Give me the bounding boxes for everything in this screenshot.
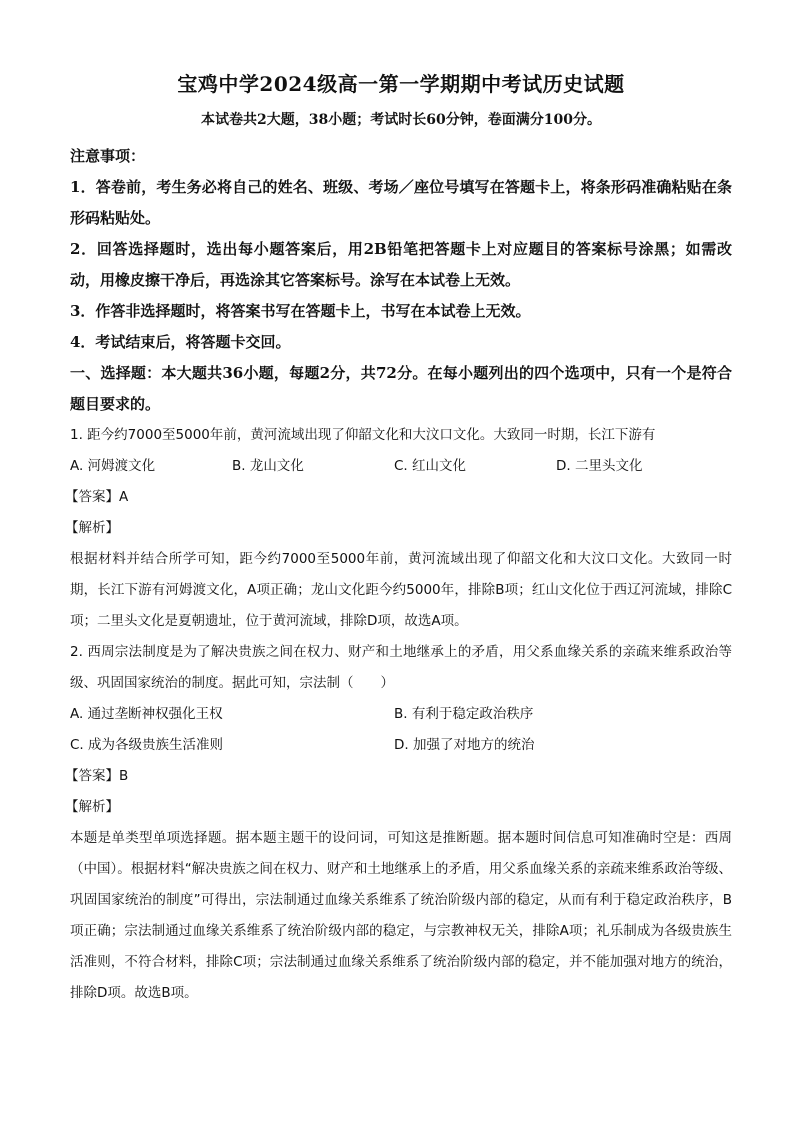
option-b: B. 有利于稳定政治秩序 [394,706,534,722]
analysis-label: 【解析】 [65,520,119,536]
notice-heading: 注意事项： [70,147,146,165]
question-stem: 2. 西周宗法制度是为了解决贵族之间在权力、财产和土地继承上的矛盾，用父系血缘关系的亲疏来维系政治等级、巩固国家统治的制度。据此可知，宗法制（ ） [70,644,732,691]
notice-item: 3．作答非选择题时，将答案书写在答题卡上，书写在本试卷上无效。 [70,302,531,320]
page-title: 宝鸡中学2024级高一第一学期期中考试历史试题 [177,72,625,96]
question-stem: 1. 距今约7000至5000年前，黄河流域出现了仰韶文化和大汶口文化。大致同一时期，长江下游有 [70,427,656,443]
option-a: A. 通过垄断神权强化王权 [70,706,223,722]
notice-item: 1．答卷前，考生务必将自己的姓名、班级、考场／座位号填写在答题卡上，将条形码准确粘贴在条形码粘贴处。 [70,178,732,227]
analysis-label: 【解析】 [65,799,119,815]
option-c: C. 成为各级贵族生活准则 [70,737,224,753]
question-2 [65,637,732,1009]
question-1 [65,420,732,637]
answer-label: 【答案】B [65,768,129,784]
option-c: C. 红山文化 [394,458,467,474]
options-row [70,451,732,482]
option-d: D. 二里头文化 [556,458,643,474]
section-heading: 一、选择题：本大题共36小题，每题2分，共72分。在每小题列出的四个选项中，只有一个是符合题目要求的。 [70,364,732,413]
option-b: B. 龙山文化 [232,458,304,474]
option-a: A. 河姆渡文化 [70,458,156,474]
exam-info: 本试卷共2大题，38小题；考试时长60分钟，卷面满分100分。 [201,112,601,128]
options-row [70,699,732,730]
analysis-text: 本题是单类型单项选择题。据本题主题干的设问词，可知这是推断题。据本题时间信息可知准确时空是：西周（中国）。根据材料“解决贵族之间在权力、财产和土地继承上的矛盾，用父系血缘关系的亲疏来维系政治等级、巩固国家统治的制度”可得出，宗法制通过血缘关系维系了统治阶级内部的稳定，从而有利于稳定政治秩序，B项正确；宗法制通过血缘关系维系了统治阶级内部的稳定，与宗教神权无关，排除A项；礼乐制成为各级贵族生活准则，不符合材料，排除C项；宗法制通过血缘关系维系了统治阶级内部的稳定，并不能加强对地方的统治，排除D项。故选B项。 [70,830,732,1001]
option-d: D. 加强了对地方的统治 [394,737,535,753]
answer-label: 【答案】A [65,489,129,505]
analysis-text: 根据材料并结合所学可知，距今约7000至5000年前，黄河流域出现了仰韶文化和大汶口文化。大致同一时期，长江下游有河姆渡文化，A项正确；龙山文化距今约5000年，排除B项；红山文化位于西辽河流域，排除C项；二里头文化是夏朝遗址，位于黄河流域，排除D项，故选A项。 [70,551,732,629]
notice-item: 4．考试结束后，将答题卡交回。 [70,333,291,351]
notice-item: 2．回答选择题时，选出每小题答案后，用2B铅笔把答题卡上对应题目的答案标号涂黑；如需改动，用橡皮擦干净后，再选涂其它答案标号。涂写在本试卷上无效。 [70,240,732,289]
options-row [70,730,732,761]
